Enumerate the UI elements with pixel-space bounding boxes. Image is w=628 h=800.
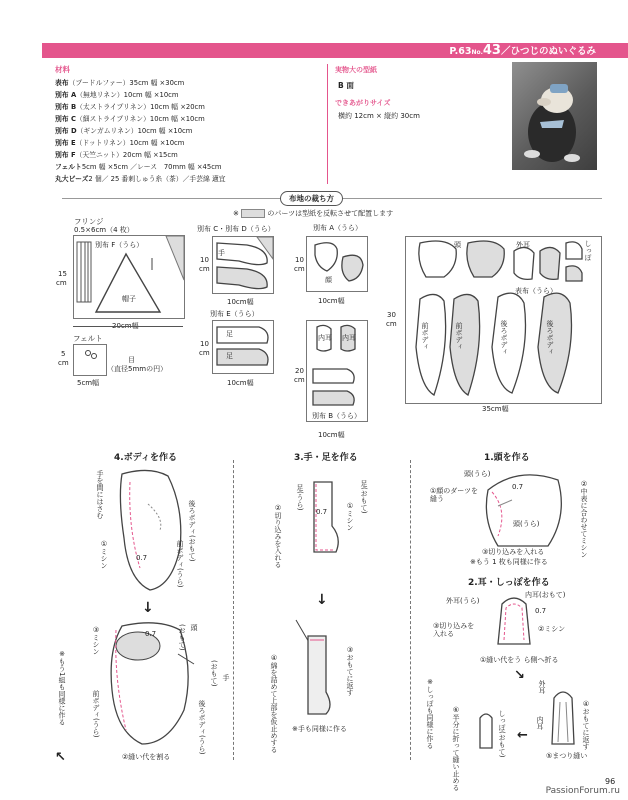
step3-notch: ②切り込みを入れる: [274, 504, 283, 568]
material-key: 別布 B: [55, 103, 77, 111]
material-key: 別布 A: [55, 91, 77, 99]
step4-head: 頭: [190, 624, 199, 631]
step4-07b: 0.7: [145, 630, 157, 638]
pattern-number: 43: [482, 43, 501, 58]
dim-5w: 5cm幅: [77, 379, 100, 387]
step4-hand: 手: [222, 674, 231, 681]
step2-gather: ⑤まつり縫い: [546, 752, 588, 760]
page-number: 96: [605, 777, 616, 786]
material-value: （プードルファー）35cm 幅 ×30cm: [68, 79, 185, 87]
pattern-title: ひつじのぬいぐるみ: [510, 46, 596, 57]
foot-label-1: 足: [226, 330, 233, 338]
step4-split: ②縫い代を割る: [122, 753, 171, 761]
materials-heading: 材料: [55, 65, 70, 74]
step3-foot-ura: 足(うら): [296, 484, 305, 511]
step3-stuffed-diagram: [290, 614, 350, 719]
dim-20w: 20cm幅: [112, 322, 139, 330]
head-label: 頭: [454, 241, 461, 249]
step2-arrow-left: ←: [517, 728, 528, 743]
step2-machine: ②ミシン: [538, 625, 566, 633]
material-row: [55, 137, 184, 147]
step2-outer-ura: 外耳(うら): [446, 597, 480, 605]
dim-35w: 35cm幅: [482, 405, 509, 413]
no-prefix: No.: [471, 49, 483, 56]
material-value: （細ストライプリネン）10cm 幅 ×10cm: [75, 115, 205, 123]
step2-notch: ③切り込みを入れる: [433, 622, 475, 639]
fringe-size: 0.5×6cm（4 枚）: [74, 226, 134, 234]
step3-foot-omote: 足(おもて): [360, 480, 369, 514]
material-key: 丸大ビーズ: [55, 175, 89, 183]
divider-2: [410, 460, 411, 760]
step-arrow-left: ↖: [55, 750, 66, 765]
page-ref: P.63: [449, 46, 472, 57]
step4-back-ura: 後ろボディ(うら): [198, 700, 207, 755]
step2-text: .耳・しっぽを作る: [474, 578, 550, 588]
dim-10w-b: 10cm幅: [227, 379, 254, 387]
inner-ear-label-1: 内耳: [318, 334, 332, 342]
tail-label: しっぽ: [584, 240, 593, 261]
material-value: 5cm 幅 ×5cm ／レース 70mm 幅 ×45cm: [81, 163, 222, 171]
step4-front-ura: 前ボディ(うら): [176, 540, 185, 588]
step2-turned-ear: [548, 688, 578, 748]
dim-10w-c: 10cm幅: [318, 297, 345, 305]
fringe-label: フリンジ: [74, 217, 104, 226]
step1-note: ※もう 1 枚も同様に作る: [470, 558, 548, 566]
material-row: [55, 89, 179, 99]
step2-tail-omote: しっぽ(おもて): [498, 710, 507, 758]
fabric-e-panel: [212, 320, 274, 374]
note-text: のパーツは型紙を反転させて配置します: [267, 209, 394, 218]
step4-machine: ①ミシン: [100, 540, 109, 569]
dim-30-cm: cm: [386, 320, 397, 328]
material-row: [55, 125, 192, 135]
step2-num: 2: [468, 578, 475, 588]
step3-text: .手・足を作る: [300, 453, 358, 463]
dim-10w-d: 10cm幅: [318, 431, 345, 439]
step2-tail-diagram: [476, 710, 496, 750]
step2-note: ※しっぽも同様に作る: [426, 678, 435, 749]
fabric-a-panel: [306, 236, 368, 292]
step2-inner-omote: 内耳(おもて): [525, 591, 566, 599]
step2-outer: 外耳: [538, 680, 547, 694]
step2-ear-diagram: [488, 594, 540, 654]
felt-panel: [73, 344, 107, 376]
step4-text: .ボディを作る: [120, 453, 177, 463]
fabric-cd-label: 別布 C・別布 D（うら）: [197, 225, 275, 233]
material-value: （太ストライプリネン）10cm 幅 ×20cm: [76, 103, 205, 111]
step4-front-omote: 前ボディ(うら): [92, 690, 101, 738]
material-value: （天竺ニット）20cm 幅 ×15cm: [75, 151, 178, 159]
step3-stuff: ④綿を詰めて上部を仮止めする: [270, 654, 279, 753]
cutting-note: [233, 209, 393, 218]
dim-20: 20: [295, 367, 304, 375]
dim-5: 5: [61, 350, 66, 358]
step4-hand-pin: 手を間にはさむ: [96, 470, 105, 519]
dim-20-cm: cm: [294, 376, 305, 384]
step4-note: ※もう1組も同様に作る: [58, 650, 67, 726]
step1-notch: ③切り込みを入れる: [482, 548, 545, 556]
step1-face-ura: 頭(うら): [513, 520, 540, 528]
omote-label: 表布（うら）: [515, 287, 557, 295]
fabric-cd-panel: [212, 236, 274, 294]
slash: ／: [500, 46, 511, 57]
material-key: 別布 F: [55, 151, 76, 159]
note-mark: ※: [233, 209, 239, 218]
size-label: できあがりサイズ: [335, 99, 391, 107]
step1-text: .頭を作る: [490, 453, 530, 463]
header-bar: [42, 43, 628, 58]
dim-10-b: 10: [200, 340, 209, 348]
front-body-2: 前ボディ: [455, 322, 464, 350]
eyes-note: （直径5mmの円）: [107, 365, 168, 373]
sheep-photo: [512, 62, 597, 170]
material-key: 別布 D: [55, 127, 77, 135]
felt-label: フェルト: [73, 334, 103, 343]
fabric-b-panel: [306, 320, 368, 422]
pattern-label: 実物大の型紙: [335, 66, 377, 74]
dim-15: 15: [58, 270, 67, 278]
step3-foot-diagram: [306, 478, 346, 558]
material-key: 別布 E: [55, 139, 76, 147]
dim-10w-a: 10cm幅: [227, 298, 254, 306]
back-body-1: 後ろボディ: [500, 320, 509, 355]
step4-back-omote: 後ろボディ(おもて): [188, 500, 197, 562]
material-value: 2 個／ 25 番刺しゅう糸（茶）／手芸綿 適宜: [88, 175, 226, 183]
step4-machine3: ③ミシン: [92, 626, 101, 655]
step1-07: 0.7: [512, 483, 524, 491]
material-row: [55, 101, 205, 111]
dim-line: [73, 326, 183, 327]
step4-arrow: ↓: [142, 600, 154, 616]
dim-10-c: 10: [295, 256, 304, 264]
step2-fold: ①縫い代をう ら側へ折る: [480, 656, 559, 664]
dim-30: 30: [387, 311, 396, 319]
divider: [327, 64, 328, 184]
material-key: フェルト: [55, 163, 82, 171]
step1-head-diagram: [478, 470, 568, 550]
step1-title: [484, 450, 530, 463]
step4-num: 4: [114, 453, 121, 463]
step2-07: 0.7: [535, 607, 547, 615]
hand-label: 手: [218, 249, 225, 257]
dim-10-a-cm: cm: [199, 265, 210, 273]
step4-head-omote: (おもて): [178, 624, 187, 651]
outer-ear-label: 外耳: [516, 241, 530, 249]
front-body-1: 前ボディ: [421, 322, 430, 350]
step2-arrow: ↘: [514, 668, 525, 683]
step3-07: 0.7: [316, 508, 328, 516]
step4-title: [114, 450, 177, 463]
step4-hand-omote: (おもて): [210, 660, 219, 687]
material-row: [55, 149, 178, 159]
foot-label-2: 足: [226, 352, 233, 360]
inner-ear-label-2: 内耳: [342, 334, 356, 342]
dim-15-cm: cm: [56, 279, 67, 287]
step1-num: 1: [484, 453, 491, 463]
fabric-b-label: 別布 B（うら）: [312, 412, 362, 420]
step2-turn: ④おもてに返す: [582, 700, 591, 750]
material-key: 別布 C: [55, 115, 76, 123]
step3-turn: ③おもてに返す: [346, 646, 355, 696]
divider-1: [233, 460, 234, 760]
step4-assembled-diagram: [98, 620, 208, 748]
step4-07a: 0.7: [136, 554, 148, 562]
step3-num: 3: [294, 453, 301, 463]
dim-10-b-cm: cm: [199, 349, 210, 357]
pattern-value: B 面: [338, 81, 354, 90]
eyes-label: 目: [128, 356, 135, 364]
step2-inner: 内耳: [536, 716, 545, 730]
hat-label: 帽子: [122, 295, 136, 303]
material-value: （ドットリネン）10cm 幅 ×10cm: [75, 139, 185, 147]
dim-10-a: 10: [200, 256, 209, 264]
step2-half: ⑥半分に折って縫い止める: [452, 706, 461, 791]
fabric-f-label: 別布 F（うら）: [95, 241, 144, 249]
step3-arrow: ↓: [316, 592, 328, 608]
step3-machine: ①ミシン: [346, 502, 355, 531]
dim-5-cm: cm: [58, 359, 69, 367]
material-value: （無地リネン）10cm 幅 ×10cm: [76, 91, 179, 99]
reverse-swatch: [241, 209, 265, 218]
step1-center: ②中表に合わせてミシン: [580, 480, 589, 558]
material-row: [55, 173, 226, 183]
step3-title: [294, 450, 358, 463]
face-label: 顔: [325, 276, 332, 284]
back-body-2: 後ろボディ: [546, 320, 555, 355]
material-row: [55, 113, 205, 123]
material-key: 表布: [55, 79, 69, 87]
watermark: PassionForum.ru: [545, 786, 620, 796]
header-title: [449, 43, 596, 58]
size-value: 横約 12cm × 縦約 30cm: [338, 112, 420, 120]
step1-dart: ①顔のダーツを縫う: [430, 487, 478, 504]
material-row: [55, 77, 184, 87]
step2-title: [468, 575, 550, 588]
cutting-title: 布地の裁ち方: [280, 191, 343, 206]
material-value: （ギンガムリネン）10cm 幅 ×10cm: [76, 127, 193, 135]
step1-head-ura: 頭(うら): [464, 470, 491, 478]
dim-10-c-cm: cm: [294, 265, 305, 273]
fabric-a-label: 別布 A（うら）: [313, 224, 363, 232]
step3-note: ※手も同様に作る: [292, 725, 347, 733]
fabric-e-label: 別布 E（うら）: [210, 310, 259, 318]
material-row: [55, 161, 222, 171]
